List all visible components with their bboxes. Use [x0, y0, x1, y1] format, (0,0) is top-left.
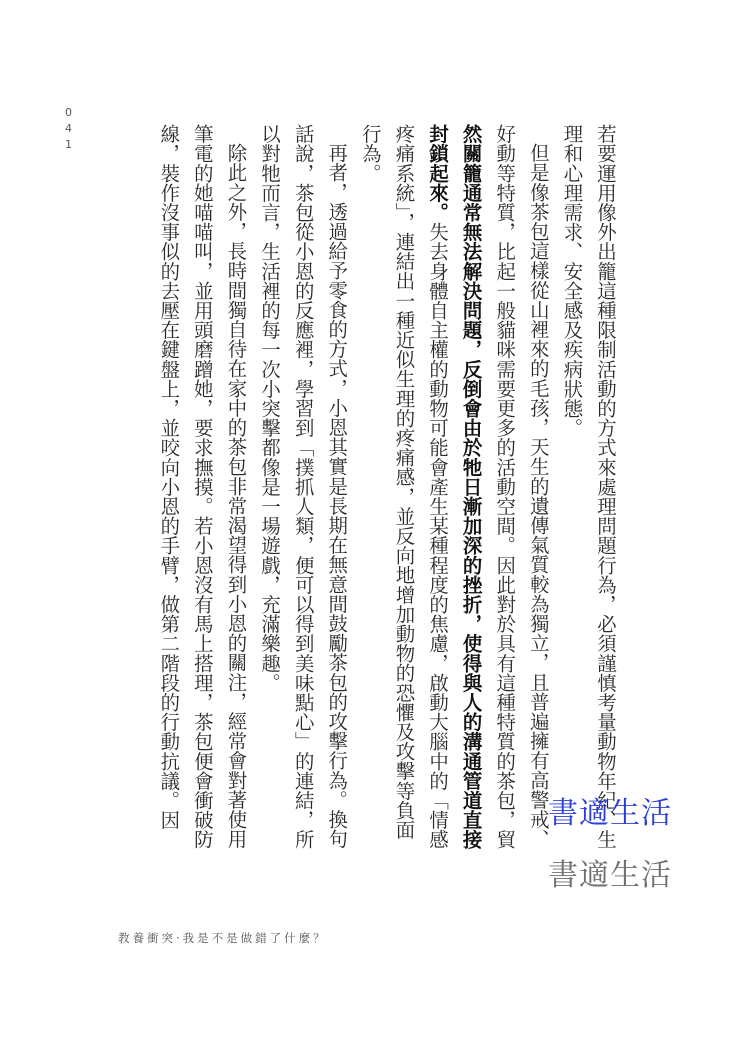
- body-text: [112, 124, 622, 854]
- paragraph-3-text: 再者，透過給予零食的方式，小恩其實是長期在無意間鼓勵茶包的攻擊行為。換句話說，茶包從小恩的反應裡，學習到「撲抓人類，便可以得到美味點心」的連結，所以對牠而言，生活裡的每一次小突擊都像是一場遊戲，充滿樂趣。: [258, 124, 349, 850]
- paragraph-2-text-start: 但是像茶包這樣從山裡來的毛孩，天生的遺傳氣質較為獨立，且普遍擁有高警戒、好動等特質，比起一般貓咪需要更多的活動空間。因此對於具有這種特質的茶包，貿: [493, 124, 550, 850]
- paragraph-1-text: 若要運用像外出籠這種限制活動的方式來處理問題行為，必須謹慎考量動物年紀、生理和心理需求、安全感及疾病狀態。: [560, 124, 617, 850]
- paragraph-3: [252, 124, 353, 854]
- paragraph-2: [353, 124, 555, 854]
- page-number: 041: [62, 106, 75, 154]
- paragraph-2-bold-text: 然關籠通常無法解決問題，反倒會由於牠日漸加深的挫折，使得與人的溝通管道直接封鎖起來。: [426, 124, 483, 850]
- paragraph-4-text: 除此之外，長時間獨自待在家中的茶包非常渴望得到小恩的關注，經常會對著使用筆電的她喵喵叫，並用頭磨蹭她，要求撫摸。若小恩沒有馬上搭理，茶包便會衝破防線，裝作沒事似的去壓在鍵盤上，並咬向小恩的手臂，做第二階段的行動抗議。因: [157, 124, 248, 850]
- paragraph-4: [152, 124, 253, 854]
- paragraph-2-text-end: 失去身體自主權的動物可能會產生某種程度的焦慮，啟動大腦中的「情感疼痛系統」，連結出一種近似生理的疼痛感，並反向地增加動物的恐懼及攻擊等負面行為。: [358, 124, 450, 850]
- watermark-blue: 書適生活: [548, 796, 672, 831]
- paragraph-1: [555, 124, 622, 854]
- watermark-gray: 書適生活: [548, 858, 672, 893]
- running-footer: 教養衝突·我是不是做錯了什麼？: [118, 931, 328, 945]
